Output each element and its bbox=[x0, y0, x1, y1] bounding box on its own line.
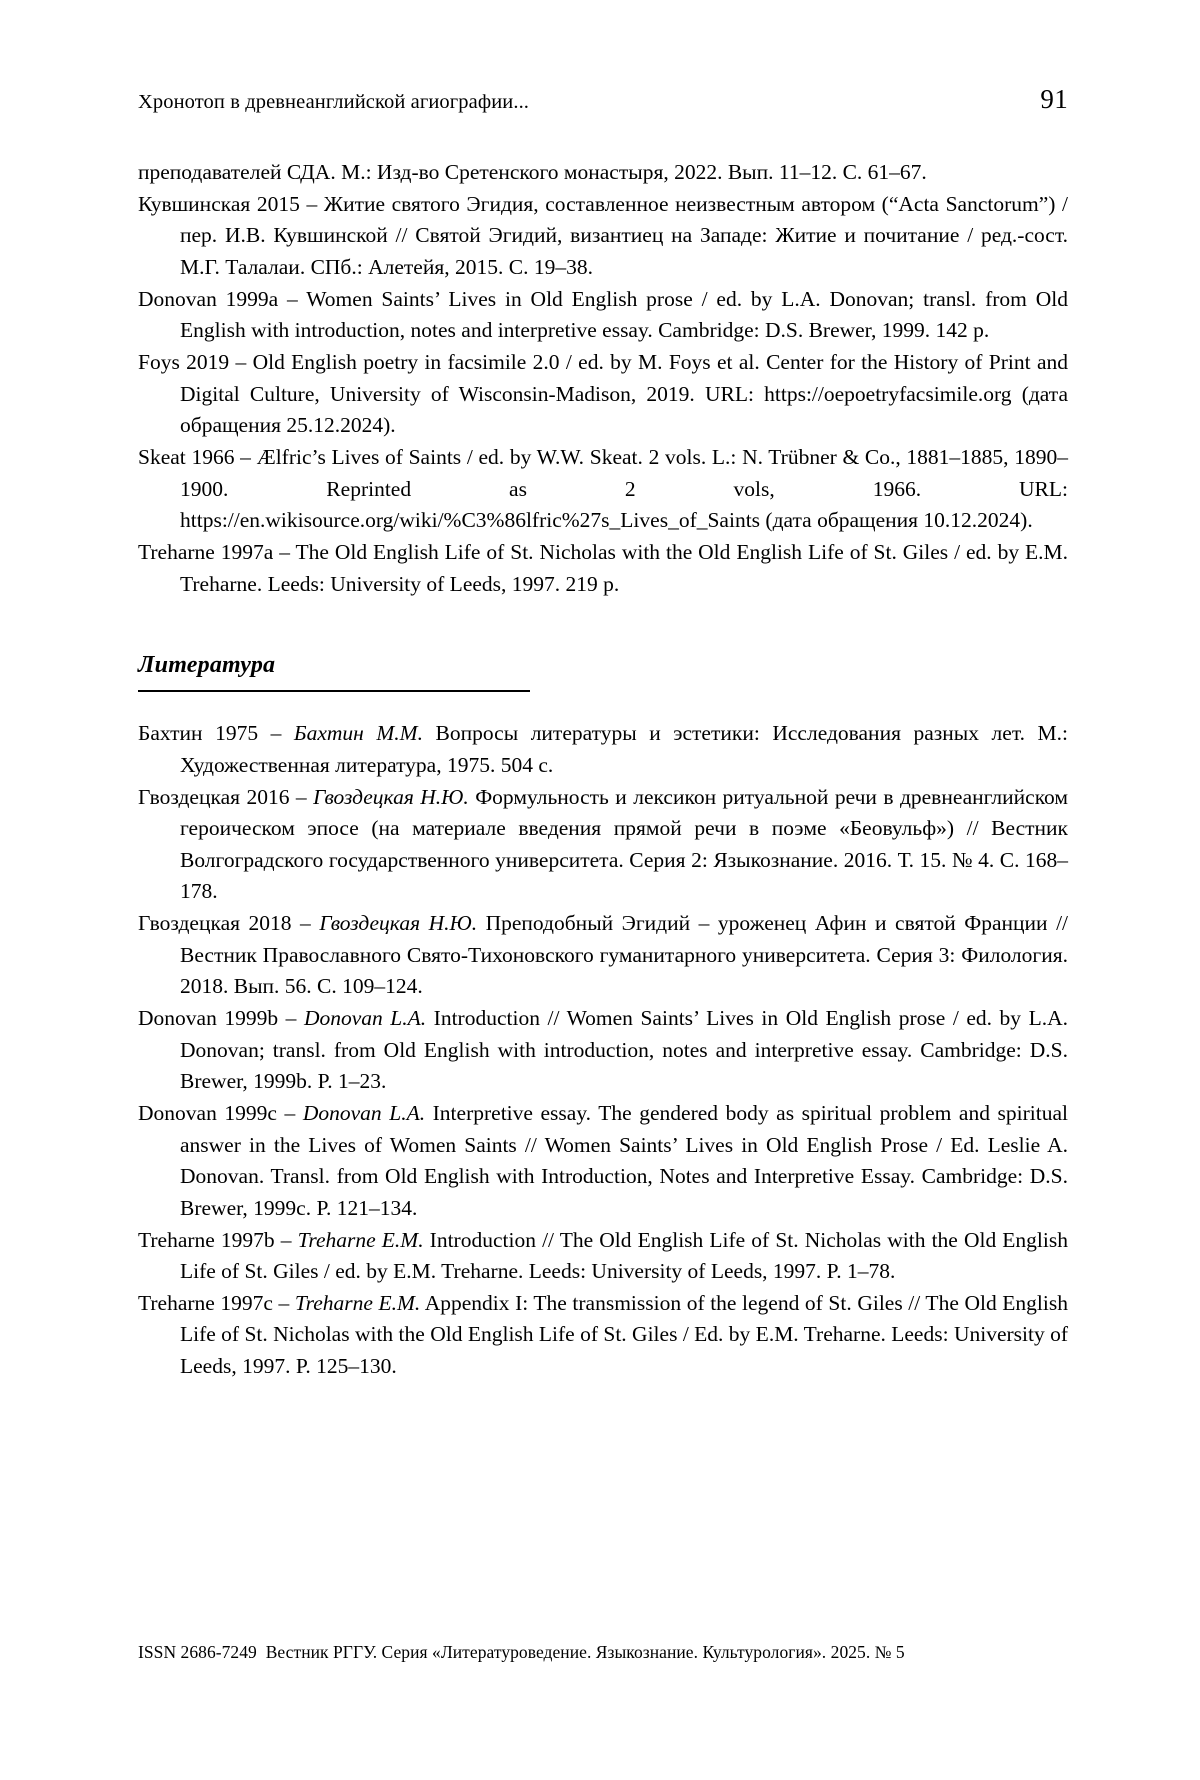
reference-rest: Appendix I: The transmission of the legend of St. Giles // The Old English Life of St. Nicholas with the Old English Life of St. Giles / Ed. by E.M. Treharne. Leeds: University of Leeds, 1997. P. 125–130. bbox=[180, 1291, 1068, 1378]
bibliography-entry: Treharne 1997a – The Old English Life of St. Nicholas with the Old English Life of St. Giles / ed. by E.M. Treharne. Leeds: University of Leeds, 1997. 219 p. bbox=[138, 540, 1068, 596]
reference-author: Treharne E.M. bbox=[294, 1291, 421, 1315]
reference-entry bbox=[138, 1225, 1068, 1288]
bibliography-entry: Кувшинская 2015 – Житие святого Эгидия, составленное неизвестным автором (“Acta Sanctorum”) / пер. И.В. Кувшинской // Святой Эгидий, византиец на Западе: Житие и почитание / ред.-сост. М.Г. Талалаи. СПб.: Алетейя, 2015. С. 19–38. bbox=[138, 191, 1068, 279]
reference-lead: Treharne 1997c – bbox=[138, 1291, 295, 1315]
reference-rest: Introduction // The Old English Life of St. Nicholas with the Old English Life of St. Giles / ed. by E.M. Treharne. Leeds: University of Leeds, 1997. P. 1–78. bbox=[180, 1227, 1068, 1284]
page-content bbox=[138, 84, 1068, 1383]
reference-entry bbox=[138, 782, 1068, 908]
reference-rest: Interpretive essay. The gendered body as spiritual problem and spiritual answer in the Lives of Women Saints // Women Saints’ Lives in Old English Prose / Ed. Leslie A. Donovan. Transl. from Old English with Introduction, Notes and Interpretive Essay. Cambridge: D.S. Brewer, 1999c. P. 121–134. bbox=[180, 1101, 1068, 1220]
page-number: 91 bbox=[1040, 84, 1068, 114]
reference-entry bbox=[138, 1003, 1068, 1097]
running-head-title: Хронотоп в древнеанглийской агиографии... bbox=[138, 91, 530, 113]
reference-lead: Гвоздецкая 2016 – bbox=[138, 784, 314, 809]
page-footer bbox=[138, 1642, 1068, 1663]
reference-rest: Introduction // Women Saints’ Lives in Old English prose / ed. by L.A. Donovan; transl. from Old English with introduction, notes and interpretive essay. Cambridge: D.S. Brewer, 1999b. P. 1–23. bbox=[180, 1006, 1068, 1094]
reference-author: Гвоздецкая Н.Ю. bbox=[313, 784, 469, 809]
reference-entry bbox=[138, 1288, 1068, 1382]
bibliography-entry: Donovan 1999a – Women Saints’ Lives in Old English prose / ed. by L.A. Donovan; transl. from Old English with introduction, notes and interpretive essay. Cambridge: D.S. Brewer, 1999. 142 p. bbox=[138, 286, 1068, 343]
reference-rest: Формульность и лексикон ритуальной речи в древнеанглийском героическом эпосе (на материале введения прямой речи в поэме «Беовульф») // Вестник Волгоградского государственного университета. Серия 2: Языкознание. 2016. Т. 15. № 4. С. 168–178. bbox=[180, 784, 1068, 904]
issn-label: ISSN 2686-7249 bbox=[138, 1642, 257, 1662]
reference-author: Гвоздецкая Н.Ю. bbox=[319, 911, 478, 936]
reference-author: Treharne E.M. bbox=[297, 1227, 424, 1252]
references-heading bbox=[138, 652, 1068, 679]
reference-lead: Бахтин 1975 – bbox=[138, 721, 294, 746]
reference-rest: Вопросы литературы и эстетики: Исследования разных лет. М.: Художественная литература, 1975. 504 с. bbox=[180, 721, 1068, 777]
references-heading-text: Литература bbox=[138, 652, 276, 679]
sources-list bbox=[138, 157, 1068, 600]
journal-citation: Вестник РГГУ. Серия «Литературоведение. Языкознание. Культурология». 2025. № 5 bbox=[265, 1642, 905, 1662]
heading-rule bbox=[138, 690, 530, 692]
reference-lead: Donovan 1999c – bbox=[138, 1101, 303, 1126]
reference-entry bbox=[138, 718, 1068, 781]
bibliography-entry: преподавателей СДА. М.: Изд-во Сретенского монастыря, 2022. Вып. 11–12. С. 61–67. bbox=[138, 160, 927, 184]
reference-author: Бахтин М.М. bbox=[293, 721, 423, 746]
running-head bbox=[138, 84, 1068, 115]
reference-author: Donovan L.A. bbox=[303, 1006, 427, 1031]
reference-lead: Гвоздецкая 2018 – bbox=[138, 911, 320, 936]
reference-entry bbox=[138, 1098, 1068, 1224]
reference-lead: Treharne 1997b – bbox=[138, 1227, 298, 1252]
bibliography-entry: Skeat 1966 – Ælfric’s Lives of Saints / ed. by W.W. Skeat. 2 vols. L.: N. Trübner & Co., 1881–1885, 1890–1900. Reprinted as 2 vols, 1966. URL: https://en.wikisource.org/wiki/%C3%86lfric%27s_Lives_of_Saints (дата обращения 10.12.2024). bbox=[138, 445, 1068, 533]
reference-author: Donovan L.A. bbox=[302, 1101, 426, 1126]
reference-rest: Преподобный Эгидий – уроженец Афин и святой Франции // Вестник Православного Свято-Тихоновского гуманитарного университета. Серия 3: Филология. 2018. Вып. 56. С. 109–124. bbox=[180, 911, 1069, 999]
bibliography-entry: Foys 2019 – Old English poetry in facsimile 2.0 / ed. by M. Foys et al. Center for the History of Print and Digital Culture, University of Wisconsin-Madison, 2019. URL: https://oepoetryfacsimile.org (дата обращения 25.12.2024). bbox=[138, 350, 1068, 438]
references-list bbox=[138, 718, 1068, 1382]
reference-entry bbox=[138, 908, 1068, 1002]
reference-lead: Donovan 1999b – bbox=[138, 1006, 304, 1031]
